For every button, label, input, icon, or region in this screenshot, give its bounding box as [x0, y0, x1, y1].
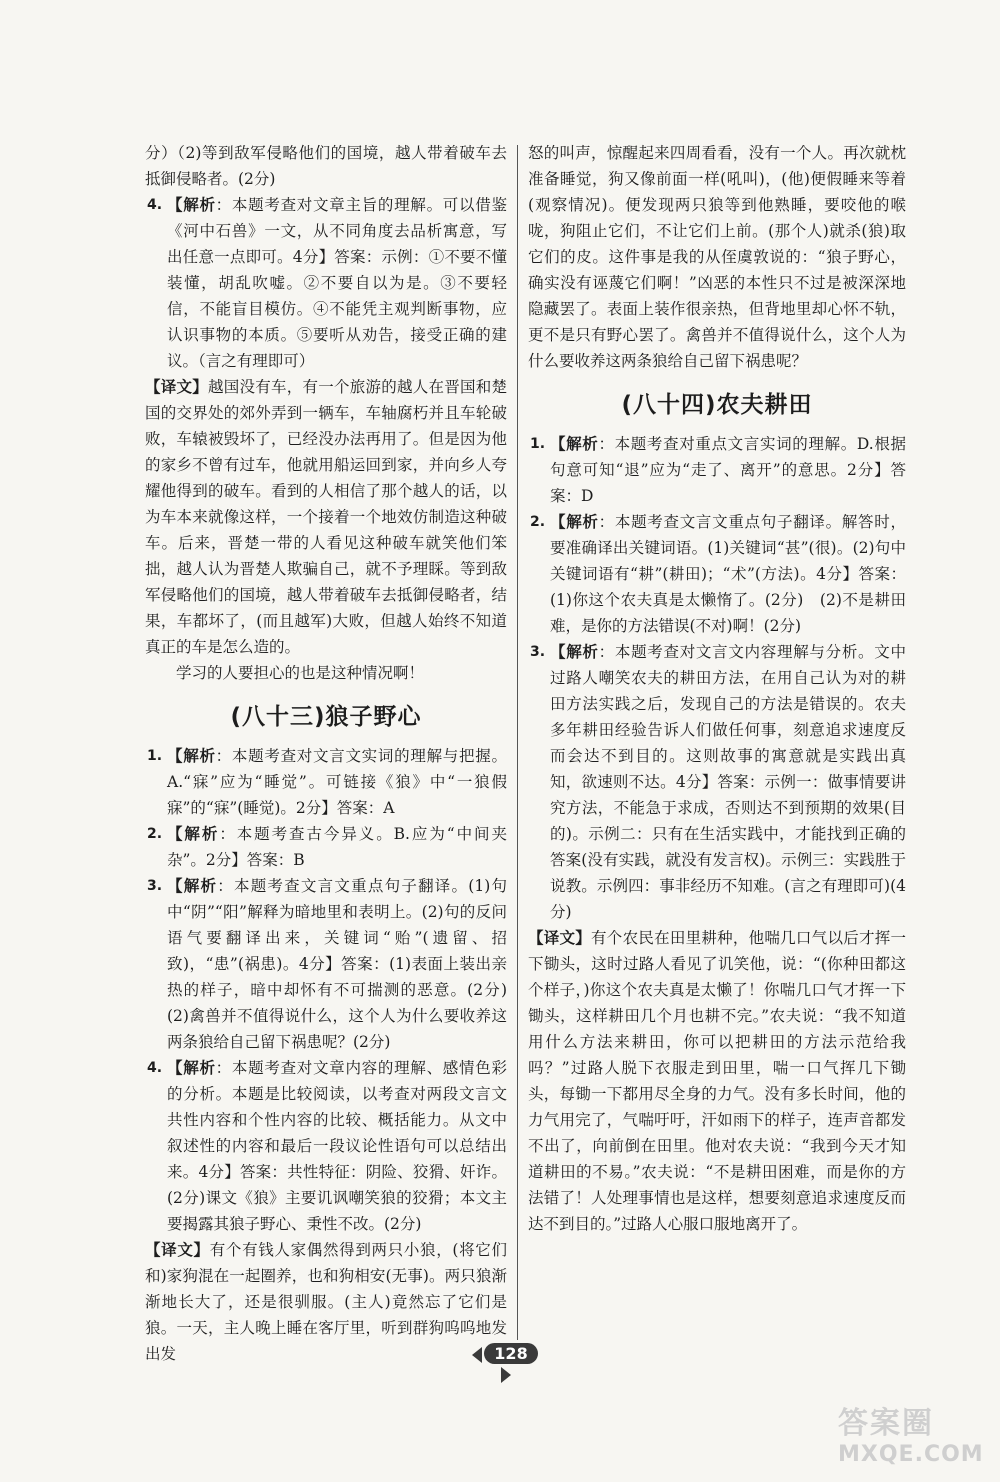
analysis-text: ：本题考查对文章内容的理解、感情色彩的分析。本题是比较阅读，以考查对两段文言文共性内容和个性内容的比较、概括能力。从文中叙述性的内容和最后一段议论性语句可以总结出来。4分】答案：共性特征：阴险、狡猾、奸诈。(2分)课文《狼》主要讥讽嘲笑狼的狡猾；本文主要揭露其狼子野心、秉性不改。(2分) [167, 1059, 507, 1233]
analysis-tag: 【解析 [550, 642, 599, 661]
right-column [528, 140, 906, 1237]
analysis-text: ：本题考查文言文重点句子翻译。解答时，要准确译出关键词语。(1)关键词“甚”(很)。(2)句中关键词语有“耕”(耕田)；“术”(方法)。4分】答案：(1)你这个农夫真是太懒惰了。(2分) (2)不是耕田难，是你的方法错误(不对)啊！(2分) [550, 513, 906, 635]
s84-translation [528, 925, 906, 1237]
translation-text: 越国没有车，有一个旅游的越人在晋国和楚国的交界处的郊外弄到一辆车，车轴腐朽并且车轮破败，车辕被毁坏了，已经没办法再用了。但是因为他的家乡不曾有过车，他就用船运回到家，并向乡人夸耀他得到的破车。看到的人相信了那个越人的话，以为车本来就像这样，一个接着一个地效仿制造这种破车。后来，晋楚一带的人看见这种破车就笑他们笨拙，越人认为晋楚人欺骗自己，就不予理睬。等到敌军侵略他们的国境，越人带着破车去抵御侵略者，结果，车都坏了，(而且越军)大败，但越人始终不知道真正的车是怎么造的。 [145, 378, 507, 656]
translation-text: 有个农民在田里耕种，他喘几口气以后才挥一下锄头，这时过路人看见了讥笑他，说：“(你种田都这个样子，)你这个农夫真是太懒了！你喘几口气才挥一下锄头，这样耕田几个月也耕不完。”农夫说：“我不知道用什么方法来耕田，你可以把耕田的方法示范给我吗？”过路人脱下衣服走到田里，喘一口气挥几下锄头，每锄一下都用尽全身的力气。没有多长时间，他的力气用完了，气喘吁吁，汗如雨下的样子，连声音都发不出了，向前倒在田里。他对农夫说：“我到今天才知道耕田的不易。”农夫说：“不是耕田困难，而是你的方法错了！人处理事情也是这样，想要刻意追求速度反而达不到目的。”过路人心服口服地离开了。 [528, 929, 906, 1233]
translation-paragraph [145, 374, 507, 660]
analysis-tag: 【解析 [550, 434, 599, 453]
analysis-tag: 【解析 [167, 195, 216, 214]
analysis-tag: 【解析 [167, 746, 216, 765]
question-number: 2. [147, 826, 163, 842]
question-number: 4. [147, 1060, 163, 1076]
question-4 [145, 192, 507, 374]
question-number: 2. [530, 514, 546, 530]
question-number: 4. [147, 197, 163, 213]
analysis-text: ：本题考查对重点文言实词的理解。D.根据句意可知“退”应为“走了、离开”的意思。2分】答案：D [550, 435, 906, 505]
s83-question-2 [145, 821, 507, 873]
left-arrow-icon [472, 1347, 482, 1363]
analysis-tag: 【解析 [167, 824, 220, 843]
s83-question-1 [145, 743, 507, 821]
s83-translation [145, 1237, 507, 1367]
column-divider [517, 145, 518, 1340]
translation-tag: 【译文】 [145, 377, 208, 396]
translation-tag: 【译文】 [528, 928, 592, 947]
translation-ending: 学习的人要担心的也是这种情况啊！ [176, 664, 425, 682]
analysis-tag: 【解析 [167, 876, 218, 895]
s83-question-4 [145, 1055, 507, 1237]
page-number [470, 1343, 540, 1371]
right-arrow-icon [501, 1367, 511, 1383]
s84-question-3 [528, 639, 906, 925]
page-number-badge: 128 [484, 1343, 537, 1364]
watermark-url: MXQE.COM [838, 1442, 984, 1467]
question-number: 1. [530, 436, 546, 452]
section-title-83: (八十三)狼子野心 [230, 704, 422, 730]
translation-text: 有个有钱人家偶然得到两只小狼，(将它们和)家狗混在一起圈养，也和狗相安(无事)。两只狼渐渐地长大了，还是很驯服。(主人)竟然忘了它们是狼。一天，主人晚上睡在客厅里，听到群狗呜呜地发出发 [145, 1241, 507, 1363]
s84-question-2 [528, 509, 906, 639]
question-number: 3. [530, 644, 546, 660]
analysis-tag: 【解析 [167, 1058, 216, 1077]
s83-question-3 [145, 873, 523, 1055]
watermark-logo [838, 1398, 988, 1476]
watermark-text: 答案圈 [838, 1406, 934, 1441]
section-title-84: (八十四)农夫耕田 [621, 392, 813, 418]
analysis-tag: 【解析 [550, 512, 599, 531]
analysis-text: ：本题考查对文章主旨的理解。可以借鉴《河中石兽》一文，从不同角度去品析寓意，写出任意一点即可。4分】答案：示例：①不要不懂装懂，胡乱吹嘘。②不要自以为是。③不要轻信，不能盲目模仿。④不能凭主观判断事物，应认识事物的本质。⑤要听从劝告，接受正确的建议。（言之有理即可） [167, 196, 507, 370]
question-number: 1. [147, 748, 163, 764]
analysis-text: ：本题考查对文言文实词的理解与把握。A.“寐”应为“睡觉”。可链接《狼》中“一狼假寐”的“寐”(睡觉)。2分】答案：A [167, 747, 507, 817]
question-number: 3. [147, 878, 163, 894]
translation-tag: 【译文】 [145, 1240, 210, 1259]
analysis-text: ：本题考查古今异义。B.应为“中间夹杂”。2分】答案：B [167, 825, 507, 869]
translation-continuation: 怒的叫声，惊醒起来四周看看，没有一个人。再次就枕准备睡觉，狗又像前面一样(吼叫)，(他)便假睡来等着(观察情况)。便发现两只狼等到他熟睡，要咬他的喉咙，狗阻止它们，不让它们上前。(那个人)就杀(狼)取它们的皮。这件事是我的从侄虞敦说的：“狼子野心，确实没有诬蔑它们啊！”凶恶的本性只不过是被深深地隐藏罢了。表面上装作很亲热，但背地里却心怀不轨，更不是只有野心罢了。禽兽并不值得说什么，这个人为什么要收养这两条狼给自己留下祸患呢？ [528, 144, 906, 370]
analysis-text: ：本题考查对文言文内容理解与分析。文中过路人嘲笑农夫的耕田方法，在用自己认为对的耕田方法实践之后，发现自己的方法是错误的。农夫多年耕田经验告诉人们做任何事，刻意追求速度反而会达不到目的。这则故事的寓意就是实践出真知，欲速则不达。4分】答案：示例一：做事情要讲究方法，不能急于求成，否则达不到预期的效果(目的)。示例二：只有在生活实践中，才能找到正确的答案(没有实践，就没有发言权)。示例三：实践胜于说教。示例四：事非经历不知难。(言之有理即可)(4分) [550, 643, 906, 921]
answer-continuation: 分）（2)等到敌军侵略他们的国境，越人带着破车去抵御侵略者。(2分) [145, 144, 507, 188]
s84-question-1 [528, 431, 906, 509]
analysis-text: ：本题考查文言文重点句子翻译。(1)句中“阴”“阳”解释为暗地里和表明上。(2)句的反问语气要翻译出来，关键词“贻”(遗留、招致)，“患”(祸患)。4分】答案：(1)表面上装出亲热的样子，暗中却怀有不可揣测的恶意。(2分) (2)禽兽并不值得说什么，这个人为什么要收养这两条狼给自己留下祸患呢？(2分) [167, 877, 523, 1051]
